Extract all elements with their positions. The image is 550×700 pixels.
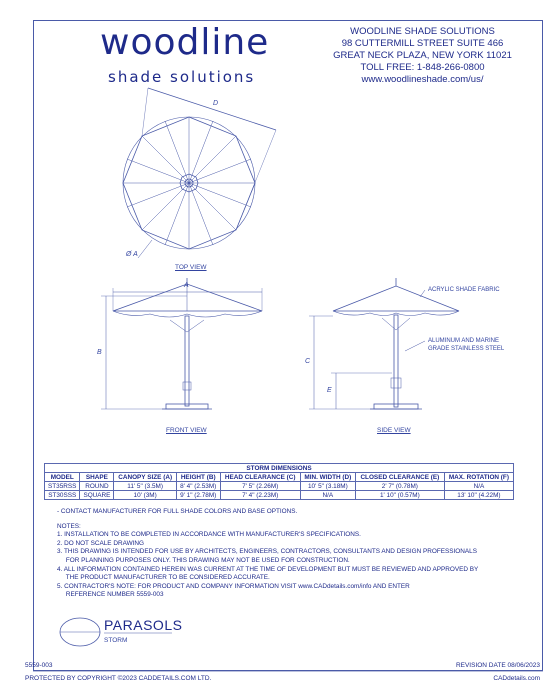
table-cell: 7' 5" (2.26M): [220, 482, 300, 491]
company-name: WOODLINE SHADE SOLUTIONS: [350, 26, 495, 37]
side-view-label: SIDE VIEW: [377, 427, 411, 434]
table-row: [45, 491, 514, 500]
col-canopy-size: CANOPY SIZE (A): [114, 473, 176, 482]
callout-frame-line2: GRADE STAINLESS STEEL: [428, 346, 505, 352]
col-min-width: MIN. WIDTH (D): [300, 473, 355, 482]
table-cell: 2' 7" (0.78M): [355, 482, 444, 491]
front-view-base: [166, 404, 208, 409]
col-closed-clearance: CLOSED CLEARANCE (E): [355, 473, 444, 482]
front-view-label: FRONT VIEW: [166, 427, 207, 434]
company-phone: TOLL FREE: 1-848-266-0800: [360, 62, 485, 73]
col-shape: SHAPE: [80, 473, 114, 482]
col-model: MODEL: [45, 473, 80, 482]
dim-c-label: C: [305, 358, 311, 365]
table-cell: 1' 10" (0.57M): [355, 491, 444, 500]
table-cell: 9' 1" (2.78M): [176, 491, 220, 500]
dim-a-label: A: [184, 282, 189, 289]
note-item: 1. INSTALLATION TO BE COMPLETED IN ACCORDANCE WITH MANUFACTURER'S SPECIFICATIONS.: [57, 531, 361, 539]
company-website: www.woodlineshade.com/us/: [361, 74, 484, 85]
drawing-subtitle: STORM: [104, 637, 128, 644]
callout-fabric: ACRYLIC SHADE FABRIC: [428, 287, 500, 293]
revision-date: REVISION DATE 08/06/2023: [455, 662, 540, 669]
logo-tagline: shade solutions: [108, 68, 256, 86]
dim-b-label: B: [97, 349, 102, 356]
drawing-title: PARASOLS: [104, 617, 183, 633]
company-address-2: GREAT NECK PLAZA, NEW YORK 11021: [333, 50, 512, 61]
dim-a-diameter-label: Ø A: [126, 251, 138, 258]
table-header-row: [45, 473, 514, 482]
note-item: 3. THIS DRAWING IS INTENDED FOR USE BY ARCHITECTS, ENGINEERS, CONTRACTORS, CONSULTANTS AND DESIGN PROFESSIONALS: [57, 548, 477, 556]
caddetails-link[interactable]: CADdetails.com: [493, 675, 540, 682]
note-item: THE PRODUCT MANUFACTURER TO BE CONSIDERED ACCURATE.: [57, 574, 270, 582]
table-cell: ST30SSS: [45, 491, 80, 500]
table-cell: 13' 10" (4.22M): [444, 491, 513, 500]
callout-frame-line1: ALUMINUM AND MARINE: [428, 338, 500, 344]
note-item: FOR PLANNING PURPOSES ONLY. THIS DRAWING MAY NOT BE USED FOR CONSTRUCTION.: [57, 556, 350, 564]
table-cell: 8' 4" (2.53M): [176, 482, 220, 491]
copyright-text: PROTECTED BY COPYRIGHT ©2023 CADDETAILS.COM LTD.: [25, 675, 212, 682]
top-view-label: TOP VIEW: [175, 264, 207, 271]
table-cell: ST35RSS: [45, 482, 80, 491]
storm-dimensions-table: [44, 463, 514, 500]
note-item: 2. DO NOT SCALE DRAWING: [57, 539, 144, 547]
note-item: 4. ALL INFORMATION CONTAINED HEREIN WAS CURRENT AT THE TIME OF DEVELOPMENT BUT MUST BE REVIEWED AND APPROVED BY: [57, 565, 479, 573]
contact-note: - CONTACT MANUFACTURER FOR FULL SHADE COLORS AND BASE OPTIONS.: [57, 508, 298, 515]
col-height: HEIGHT (B): [176, 473, 220, 482]
table-cell: 7' 4" (2.23M): [220, 491, 300, 500]
notes-heading: NOTES:: [57, 522, 81, 530]
company-address-1: 98 CUTTERMILL STREET SUITE 466: [341, 38, 504, 49]
table-cell: N/A: [300, 491, 355, 500]
col-head-clearance: HEAD CLEARANCE (C): [220, 473, 300, 482]
table-cell: N/A: [444, 482, 513, 491]
table-row: [45, 482, 514, 491]
table-cell: 10' (3M): [114, 491, 176, 500]
table-title: STORM DIMENSIONS: [45, 464, 514, 473]
col-max-rotation: MAX. ROTATION (F): [444, 473, 513, 482]
table-cell: 11' 5" (3.5M): [114, 482, 176, 491]
logo-wordmark: woodline: [100, 22, 270, 63]
front-view-pole: [185, 316, 189, 406]
note-item: REFERENCE NUMBER 5559-003: [57, 591, 164, 599]
table-cell: 10' 5" (3.18M): [300, 482, 355, 491]
table-cell: SQUARE: [80, 491, 114, 500]
reference-number: 5559-003: [25, 662, 53, 669]
side-view-base: [374, 404, 418, 409]
table-cell: ROUND: [80, 482, 114, 491]
dim-d-label: D: [213, 100, 219, 107]
note-item: 5. CONTRACTOR'S NOTE: FOR PRODUCT AND COMPANY INFORMATION VISIT www.CADdetails.com/info AND ENTER: [57, 582, 410, 590]
dim-e-label: E: [327, 387, 332, 394]
notes-section: [57, 508, 527, 600]
